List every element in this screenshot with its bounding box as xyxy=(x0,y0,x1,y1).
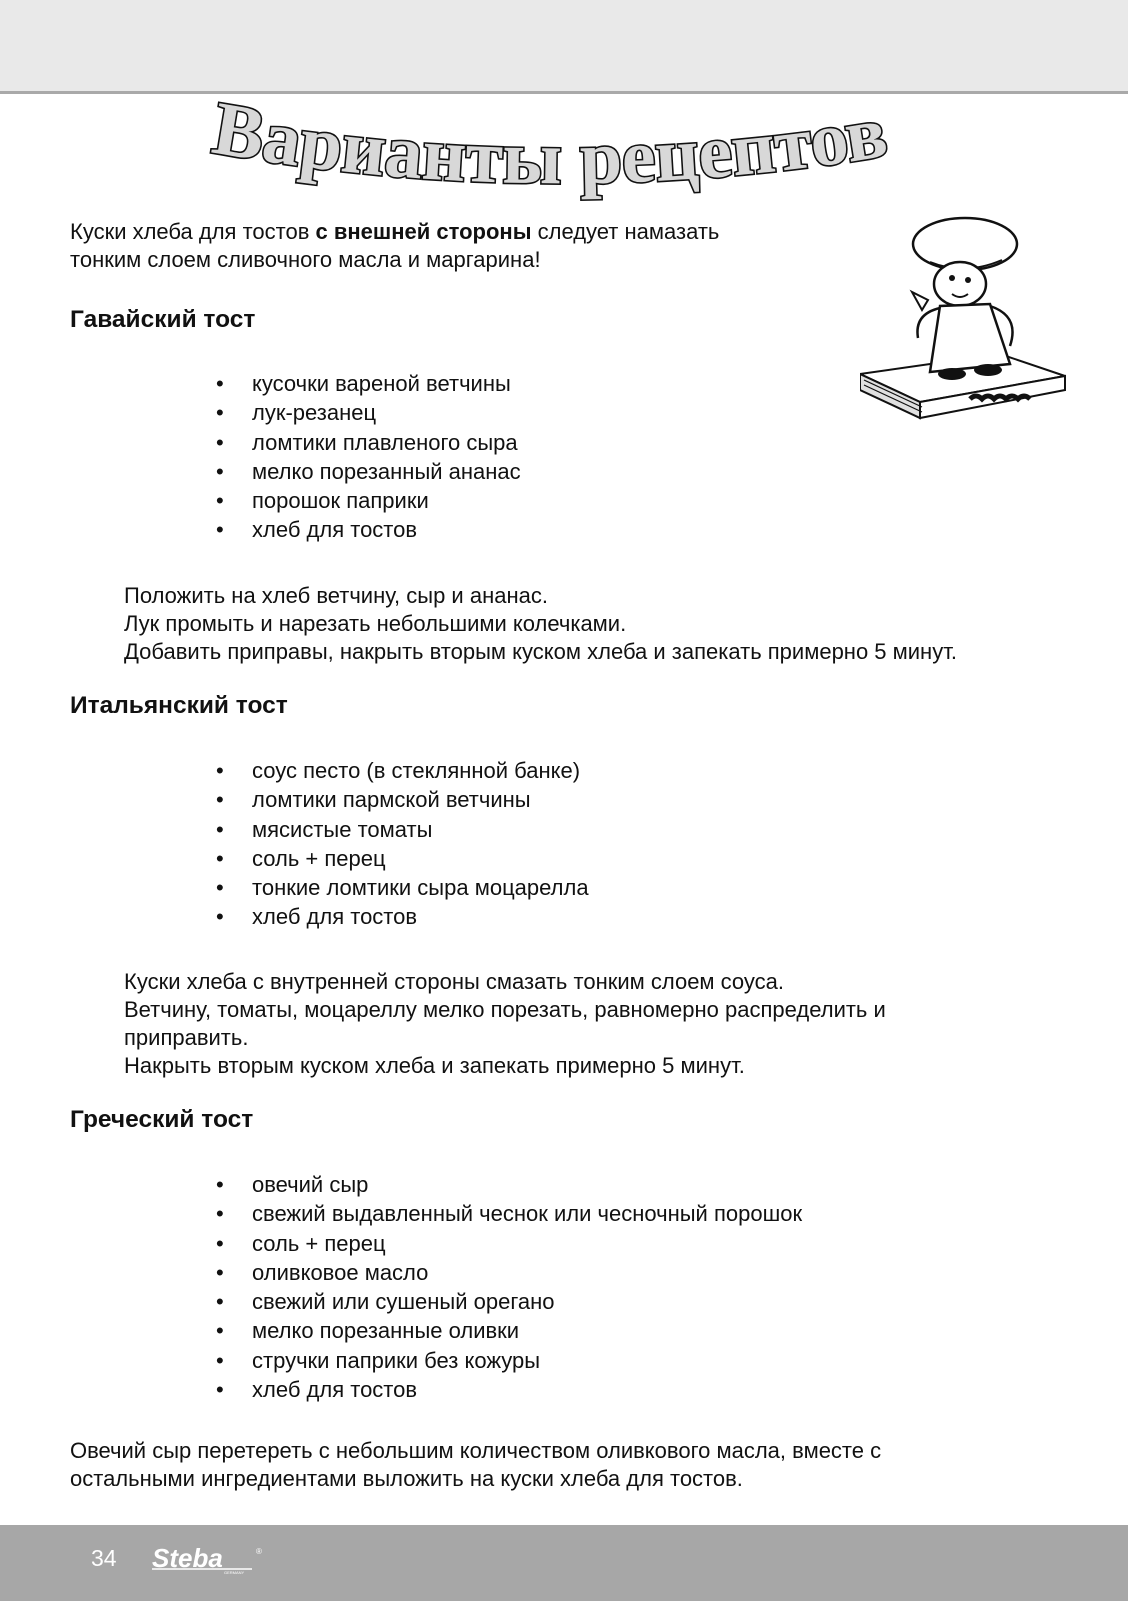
steba-logo xyxy=(152,1545,272,1575)
list-item: • мясистые томаты xyxy=(252,815,589,844)
list-item: • кусочки вареной ветчины xyxy=(252,369,521,398)
registered-mark: ® xyxy=(256,1547,262,1556)
list-item: • лук-резанец xyxy=(252,398,521,427)
intro-line-1 xyxy=(70,218,719,246)
recipe-heading-hawaiian: Гавайский тост xyxy=(70,306,256,333)
instruction-line: Куски хлеба с внутренней стороны смазать тонким слоем соуса. xyxy=(124,969,784,994)
chef-illustration xyxy=(860,214,1080,436)
brand-subtitle: GERMANY xyxy=(224,1570,245,1575)
brand-name: Steba xyxy=(152,1545,223,1573)
intro-paragraph xyxy=(70,218,719,274)
ingredient-list-hawaiian xyxy=(252,369,521,545)
list-item: • соль + перец xyxy=(252,844,589,873)
list-item: • ломтики плавленого сыра xyxy=(252,428,521,457)
instruction-line: Накрыть вторым куском хлеба и запекать примерно 5 минут. xyxy=(124,1053,745,1078)
recipe-heading-greek: Греческий тост xyxy=(70,1106,254,1133)
list-item: • стручки паприки без кожуры xyxy=(252,1346,802,1375)
page-title-text: Варианты рецептов xyxy=(207,100,893,201)
instruction-line: остальными ингредиентами выложить на куски хлеба для тостов. xyxy=(70,1466,743,1491)
ingredient-list-greek xyxy=(252,1170,802,1404)
list-item: • овечий сыр xyxy=(252,1170,802,1199)
instruction-line: Лук промыть и нарезать небольшими колечками. xyxy=(124,611,627,636)
recipe-heading-italian: Итальянский тост xyxy=(70,692,288,719)
list-item: • хлеб для тостов xyxy=(252,515,521,544)
list-item: • хлеб для тостов xyxy=(252,1375,802,1404)
list-item: • хлеб для тостов xyxy=(252,902,589,931)
list-item: • свежий или сушеный орегано xyxy=(252,1287,802,1316)
instruction-line: приправить. xyxy=(124,1025,249,1050)
list-item: • свежий выдавленный чеснок или чесночный порошок xyxy=(252,1199,802,1228)
instructions-greek xyxy=(70,1437,881,1493)
list-item: • ломтики пармской ветчины xyxy=(252,785,589,814)
instruction-line: Положить на хлеб ветчину, сыр и ананас. xyxy=(124,583,548,608)
intro-text-start: Куски хлеба для тостов xyxy=(70,219,316,244)
instruction-line: Ветчину, томаты, моцареллу мелко порезать, равномерно распределить и xyxy=(124,997,886,1022)
list-item: • тонкие ломтики сыра моцарелла xyxy=(252,873,589,902)
instruction-line: Добавить приправы, накрыть вторым куском хлеба и запекать примерно 5 минут. xyxy=(124,639,957,664)
list-item: • мелко порезанный ананас xyxy=(252,457,521,486)
list-item: • соль + перец xyxy=(252,1229,802,1258)
intro-line-2: тонким слоем сливочного масла и маргарина! xyxy=(70,247,541,272)
intro-bold-text: с внешней стороны xyxy=(315,219,532,244)
page-title-graphic xyxy=(200,100,980,210)
instructions-hawaiian xyxy=(124,582,957,666)
instructions-italian xyxy=(124,968,886,1080)
list-item: • соус песто (в стеклянной банке) xyxy=(252,756,589,785)
instruction-line: Овечий сыр перетереть с небольшим количеством оливкового масла, вместе с xyxy=(70,1438,882,1463)
list-item: • оливковое масло xyxy=(252,1258,802,1287)
page-title xyxy=(207,100,892,200)
list-item: • порошок паприки xyxy=(252,486,521,515)
intro-text-end: следует намазать xyxy=(531,219,720,244)
list-item: • мелко порезанные оливки xyxy=(252,1316,802,1345)
header-band xyxy=(0,0,1128,94)
page-number: 34 xyxy=(91,1545,117,1571)
ingredient-list-italian xyxy=(252,756,589,932)
